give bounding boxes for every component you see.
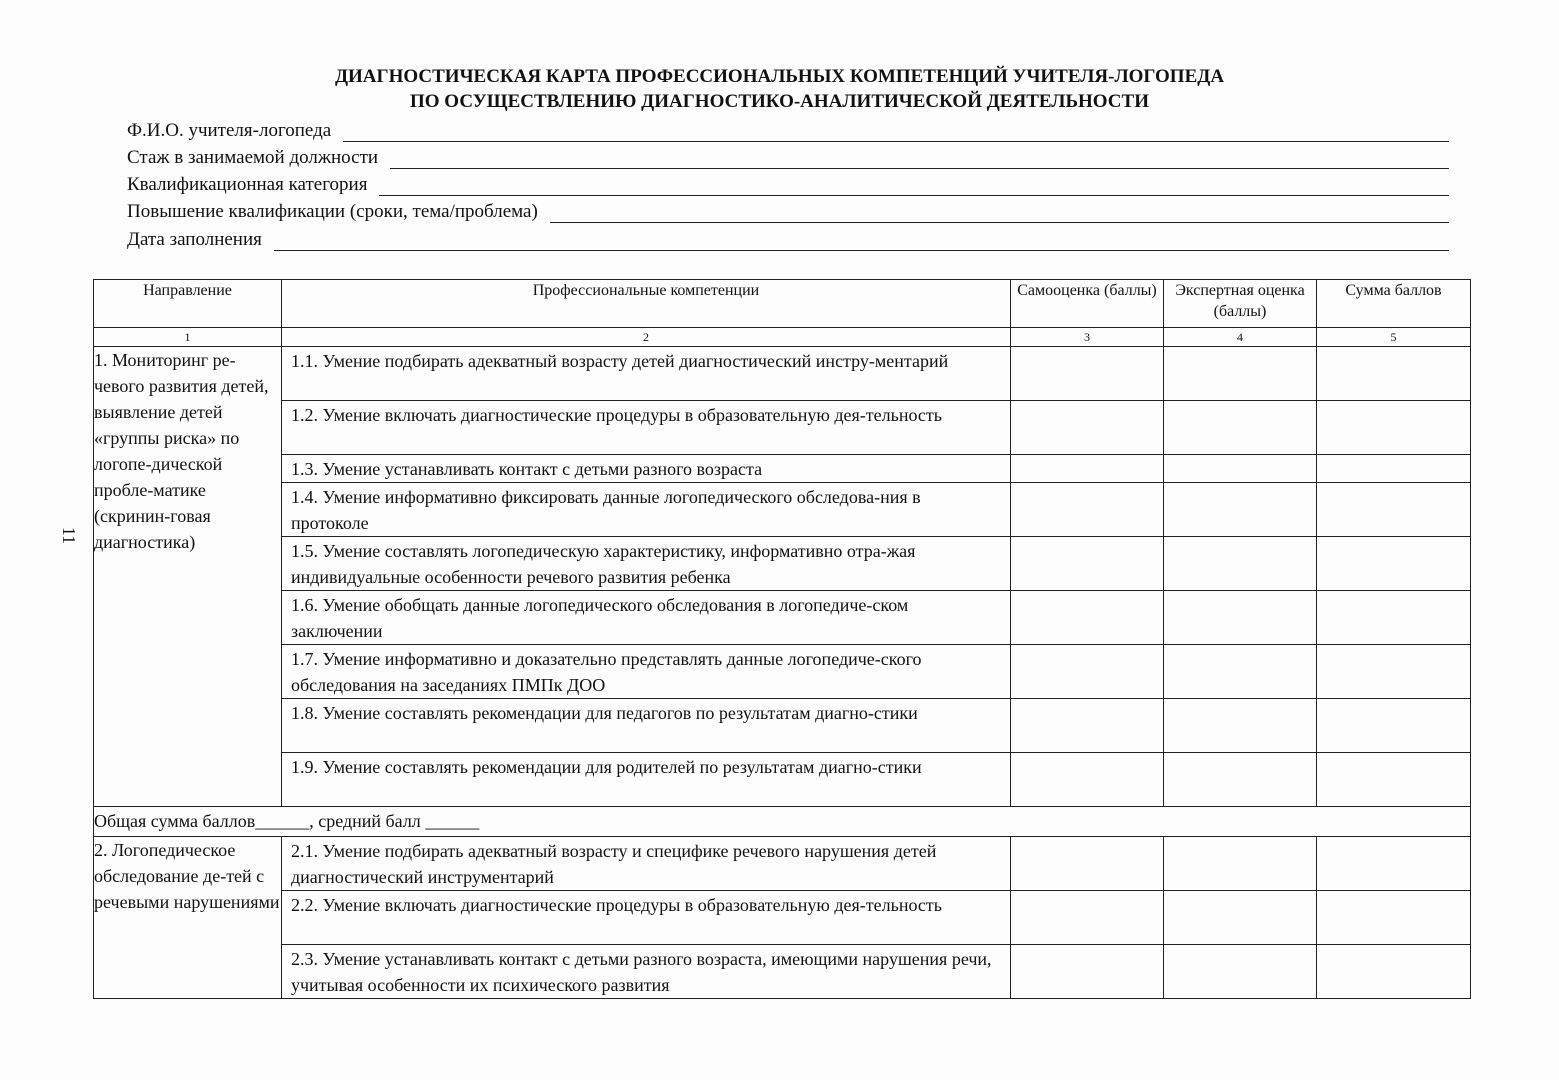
self-score-cell[interactable]: [1011, 837, 1164, 891]
sum-score-cell[interactable]: [1317, 699, 1471, 753]
self-score-cell[interactable]: [1011, 347, 1164, 401]
table-row: [94, 455, 1471, 483]
stazh-label: Стаж в занимаемой должности: [127, 147, 379, 168]
document-title-line-2: ПО ОСУЩЕСТВЛЕНИЮ ДИАГНОСТИКО-АНАЛИТИЧЕСКОЙ ДЕЯТЕЛЬНОСТИ: [410, 91, 1149, 112]
expert-score-cell[interactable]: [1164, 401, 1317, 455]
self-score-cell[interactable]: [1011, 753, 1164, 807]
fio-input-line[interactable]: [343, 123, 1449, 142]
expert-score-cell[interactable]: [1164, 347, 1317, 401]
category-input-line[interactable]: [379, 177, 1449, 196]
table-row: [94, 891, 1471, 945]
col-number: 2: [282, 328, 1011, 347]
competency-cell: 1.9. Умение составлять рекомендации для родителей по результатам диагно-стики: [282, 753, 1011, 807]
summary-row: [94, 807, 1471, 837]
expert-score-cell[interactable]: [1164, 753, 1317, 807]
header-direction: Направление: [94, 280, 282, 328]
competency-cell: 1.2. Умение включать диагностические процедуры в образовательную дея-тельность: [282, 401, 1011, 455]
sum-score-cell[interactable]: [1317, 591, 1471, 645]
self-score-cell[interactable]: [1011, 645, 1164, 699]
table-row: [94, 645, 1471, 699]
competency-cell: 1.1. Умение подбирать адекватный возрасту детей диагностический инстру-ментарий: [282, 347, 1011, 401]
table-row: [94, 699, 1471, 753]
competency-cell: 1.7. Умение информативно и доказательно представлять данные логопедиче-ского обследования на заседаниях ПМПк ДОО: [282, 645, 1011, 699]
sum-score-cell[interactable]: [1317, 645, 1471, 699]
table-row: [94, 537, 1471, 591]
table-row: [94, 483, 1471, 537]
competency-cell: 2.1. Умение подбирать адекватный возрасту и специфике речевого нарушения детей диагностический инструментарий: [282, 837, 1011, 891]
expert-score-cell[interactable]: [1164, 483, 1317, 537]
competency-table: [93, 279, 1471, 999]
header-expert: Экспертная оценка (баллы): [1164, 280, 1317, 328]
date-input-line[interactable]: [274, 232, 1449, 251]
expert-score-cell[interactable]: [1164, 699, 1317, 753]
qualification-field[interactable]: [127, 197, 1449, 223]
expert-score-cell[interactable]: [1164, 837, 1317, 891]
sum-score-cell[interactable]: [1317, 347, 1471, 401]
col-number: 5: [1317, 328, 1471, 347]
col-number: 4: [1164, 328, 1317, 347]
table-row: [94, 591, 1471, 645]
competency-cell: 2.3. Умение устанавливать контакт с детьми разного возраста, имеющими нарушения речи, учитывая особенности их психического развития: [282, 945, 1011, 999]
competency-cell: 1.6. Умение обобщать данные логопедического обследования в логопедиче-ском заключении: [282, 591, 1011, 645]
sum-score-cell[interactable]: [1317, 945, 1471, 999]
stazh-field[interactable]: [127, 143, 1449, 169]
fio-field[interactable]: [127, 116, 1449, 142]
date-field[interactable]: [127, 225, 1449, 251]
sum-score-cell[interactable]: [1317, 483, 1471, 537]
header-self: Самооценка (баллы): [1011, 280, 1164, 328]
competency-cell: 1.4. Умение информативно фиксировать данные логопедического обследова-ния в протоколе: [282, 483, 1011, 537]
category-label: Квалификационная категория: [127, 174, 368, 195]
expert-score-cell[interactable]: [1164, 645, 1317, 699]
table-row: [94, 401, 1471, 455]
competency-cell: 1.3. Умение устанавливать контакт с детьми разного возраста: [282, 455, 1011, 483]
self-score-cell[interactable]: [1011, 891, 1164, 945]
sum-score-cell[interactable]: [1317, 837, 1471, 891]
summary-text[interactable]: Общая сумма баллов______, средний балл ______: [94, 807, 1471, 837]
date-label: Дата заполнения: [127, 229, 262, 250]
page-number: 11: [59, 526, 80, 545]
table-row: [94, 945, 1471, 999]
sum-score-cell[interactable]: [1317, 891, 1471, 945]
expert-score-cell[interactable]: [1164, 891, 1317, 945]
sum-score-cell[interactable]: [1317, 455, 1471, 483]
qualification-label: Повышение квалификации (сроки, тема/проблема): [127, 201, 538, 222]
category-field[interactable]: [127, 170, 1449, 196]
sum-score-cell[interactable]: [1317, 537, 1471, 591]
sum-score-cell[interactable]: [1317, 753, 1471, 807]
expert-score-cell[interactable]: [1164, 537, 1317, 591]
header-sum: Сумма баллов: [1317, 280, 1471, 328]
self-score-cell[interactable]: [1011, 483, 1164, 537]
self-score-cell[interactable]: [1011, 537, 1164, 591]
direction-1: 1. Мониторинг ре-чевого развития детей, выявление детей «группы риска» по логопе-дической пробле-матике (скринин-говая диагностика): [94, 347, 282, 807]
self-score-cell[interactable]: [1011, 401, 1164, 455]
stazh-input-line[interactable]: [390, 150, 1449, 169]
self-score-cell[interactable]: [1011, 591, 1164, 645]
table-row: [94, 753, 1471, 807]
sum-score-cell[interactable]: [1317, 401, 1471, 455]
competency-cell: 2.2. Умение включать диагностические процедуры в образовательную дея-тельность: [282, 891, 1011, 945]
col-number: 3: [1011, 328, 1164, 347]
header-competencies: Профессиональные компетенции: [282, 280, 1011, 328]
expert-score-cell[interactable]: [1164, 945, 1317, 999]
expert-score-cell[interactable]: [1164, 591, 1317, 645]
self-score-cell[interactable]: [1011, 945, 1164, 999]
column-number-row: [94, 328, 1471, 347]
competency-cell: 1.8. Умение составлять рекомендации для педагогов по результатам диагно-стики: [282, 699, 1011, 753]
col-number: 1: [94, 328, 282, 347]
table-row: [94, 347, 1471, 401]
fio-label: Ф.И.О. учителя-логопеда: [127, 120, 332, 141]
competency-cell: 1.5. Умение составлять логопедическую характеристику, информативно отра-жая индивидуальные особенности речевого развития ребенка: [282, 537, 1011, 591]
table-header-row: [94, 280, 1471, 328]
table-row: [94, 837, 1471, 891]
self-score-cell[interactable]: [1011, 455, 1164, 483]
self-score-cell[interactable]: [1011, 699, 1164, 753]
expert-score-cell[interactable]: [1164, 455, 1317, 483]
document-title-line-1: ДИАГНОСТИЧЕСКАЯ КАРТА ПРОФЕССИОНАЛЬНЫХ КОМПЕТЕНЦИЙ УЧИТЕЛЯ-ЛОГОПЕДА: [334, 66, 1225, 87]
qualification-input-line[interactable]: [550, 204, 1449, 223]
direction-2: 2. Логопедическое обследование де-тей с речевыми нарушениями: [94, 837, 282, 999]
